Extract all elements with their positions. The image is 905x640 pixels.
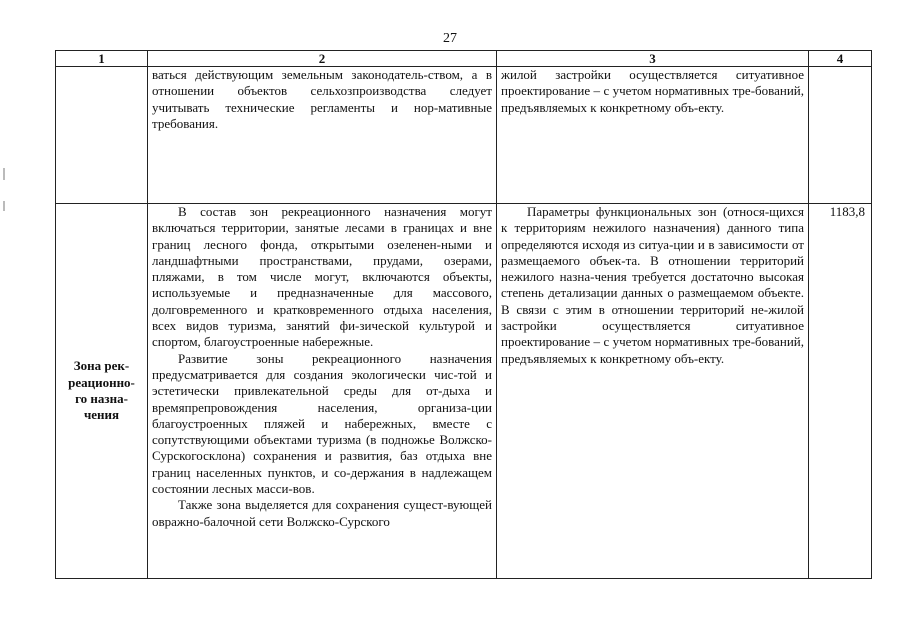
scan-artifact — [3, 201, 5, 211]
parameters-paragraph: Параметры функциональных зон (относя-щихся к территориям нежилого назначения) данного типа определяются исходя из ситуа-ции и в зависимости от размещаемого объек-та. В отношении территорий нежилого назна-чения требуется достаточно высокая степень детализации данных о размещаемом объекте. В связи с этим в отношении территорий не-жилой застройки осуществляется ситуативное проектирование – с учетом нормативных тре-бований, предъявляемых к конкретному объ-екту. — [501, 204, 804, 366]
table-row — [56, 204, 872, 579]
description-cell — [148, 67, 497, 204]
zone-name-cell — [56, 67, 148, 204]
table-header-row — [56, 51, 872, 67]
header-cell-3: 3 — [497, 51, 809, 67]
area-cell: 1183,8 — [809, 204, 872, 579]
zone-name-line: Зона рек- — [73, 358, 130, 374]
header-cell-1: 1 — [56, 51, 148, 67]
area-cell — [809, 67, 872, 204]
parameters-cell — [497, 67, 809, 204]
description-paragraph: В состав зон рекреационного назначения могут включаться территории, занятые лесами в границах и вне границ лесного фонда, открытыми озеленен-ными и ландшафтными пространствами, прудами, озерами, пляжами, в том числе могут, включаются объекты, используемые и предназначенные для массового, долговременного и кратковременного отдыха населения, всех видов туризма, занятий фи-зической культурой и спортом, благоустроенные набережные. — [152, 204, 492, 350]
page-number: 27 — [443, 31, 457, 46]
zone-name-line: чения — [83, 407, 120, 423]
description-cell — [148, 204, 497, 579]
header-cell-4: 4 — [809, 51, 872, 67]
scan-artifact — [3, 168, 5, 180]
parameters-paragraph: жилой застройки осуществляется ситуативное проектирование – с учетом нормативных тре-бований, предъявляемых к конкретному объ-екту. — [501, 67, 804, 115]
description-paragraph: ваться действующим земельным законодатель-ством, а в отношении объектов сельхозпроизводства следует учитывать технические регламенты и нор-мативные требования. — [152, 67, 492, 131]
zone-name-line: го назна- — [75, 391, 128, 406]
zone-name-line: реационно- — [68, 374, 135, 390]
parameters-cell — [497, 204, 809, 579]
header-cell-2: 2 — [148, 51, 497, 67]
description-paragraph: Развитие зоны рекреационного назначения предусматривается для создания экологически чис-той и эстетически привлекательной среды для от-дыха и времяпрепровождения населения, организа-ции благоустроенных пляжей и набережных, вместе с сопутствующими объектами туризма (в подножье Волжско-Сурскогосклона) сохранения и развития, баз отдыха вне границ населенных пунктов, и со-держания в надлежащем состоянии лесных масси-вов. — [152, 350, 492, 497]
zone-name-cell — [56, 204, 148, 579]
description-paragraph: Также зона выделяется для сохранения сущест-вующей овражно-балочной сети Волжско-Сурского — [152, 497, 492, 529]
zones-table — [55, 50, 872, 579]
table-row — [56, 67, 872, 204]
